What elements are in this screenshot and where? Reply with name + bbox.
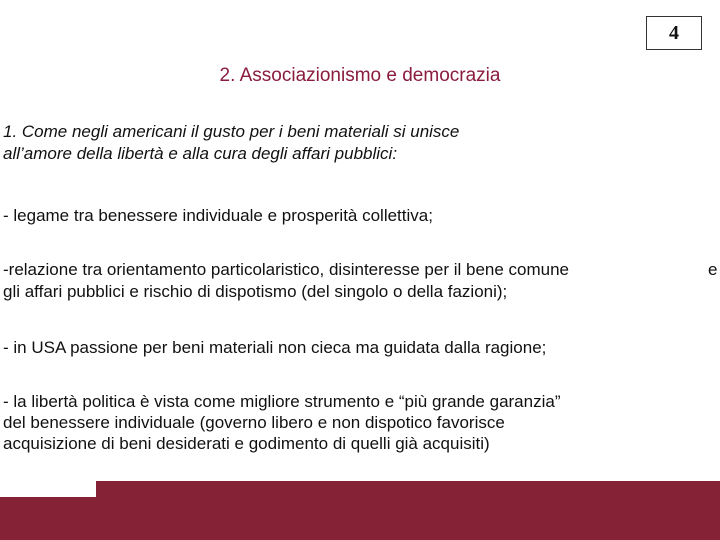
bullet-paragraph-2: [3, 259, 569, 303]
page-number: 4: [669, 21, 679, 44]
overflow-char: e: [708, 260, 718, 279]
slide-title: 2. Associazionismo e democrazia: [219, 65, 501, 86]
bullet-4-line-1: - la libertà politica è vista come migliore strumento e “più grande garanzia”: [3, 392, 561, 411]
bullet-2-line-2: gli affari pubblici e rischio di dispotismo (del singolo o della fazioni);: [3, 282, 508, 301]
bullet-1-line-1: - legame tra benessere individuale e prosperità collettiva;: [3, 206, 433, 225]
footer-band: [0, 497, 720, 540]
bullet-3-line-1: - in USA passione per beni materiali non cieca ma guidata dalla ragione;: [3, 338, 547, 357]
intro-paragraph: [3, 121, 459, 165]
bullet-paragraph-4: [3, 391, 560, 454]
bullet-2-line-1: -relazione tra orientamento particolaristico, disinteresse per il bene comune: [3, 260, 570, 279]
bullet-paragraph-3: [3, 337, 546, 359]
intro-line-1: 1. Come negli americani il gusto per i beni materiali si unisce: [3, 122, 460, 141]
footer-accent-tab: [96, 481, 720, 497]
bullet-paragraph-1: [3, 205, 433, 227]
intro-line-2: all’amore della libertà e alla cura degli affari pubblici:: [3, 144, 398, 163]
bullet-4-line-3: acquisizione di beni desiderati e godimento di quelli già acquisiti): [3, 434, 490, 453]
page-number-box: [646, 16, 702, 50]
bullet-4-line-2: del benessere individuale (governo libero e non dispotico favorisce: [3, 413, 505, 432]
